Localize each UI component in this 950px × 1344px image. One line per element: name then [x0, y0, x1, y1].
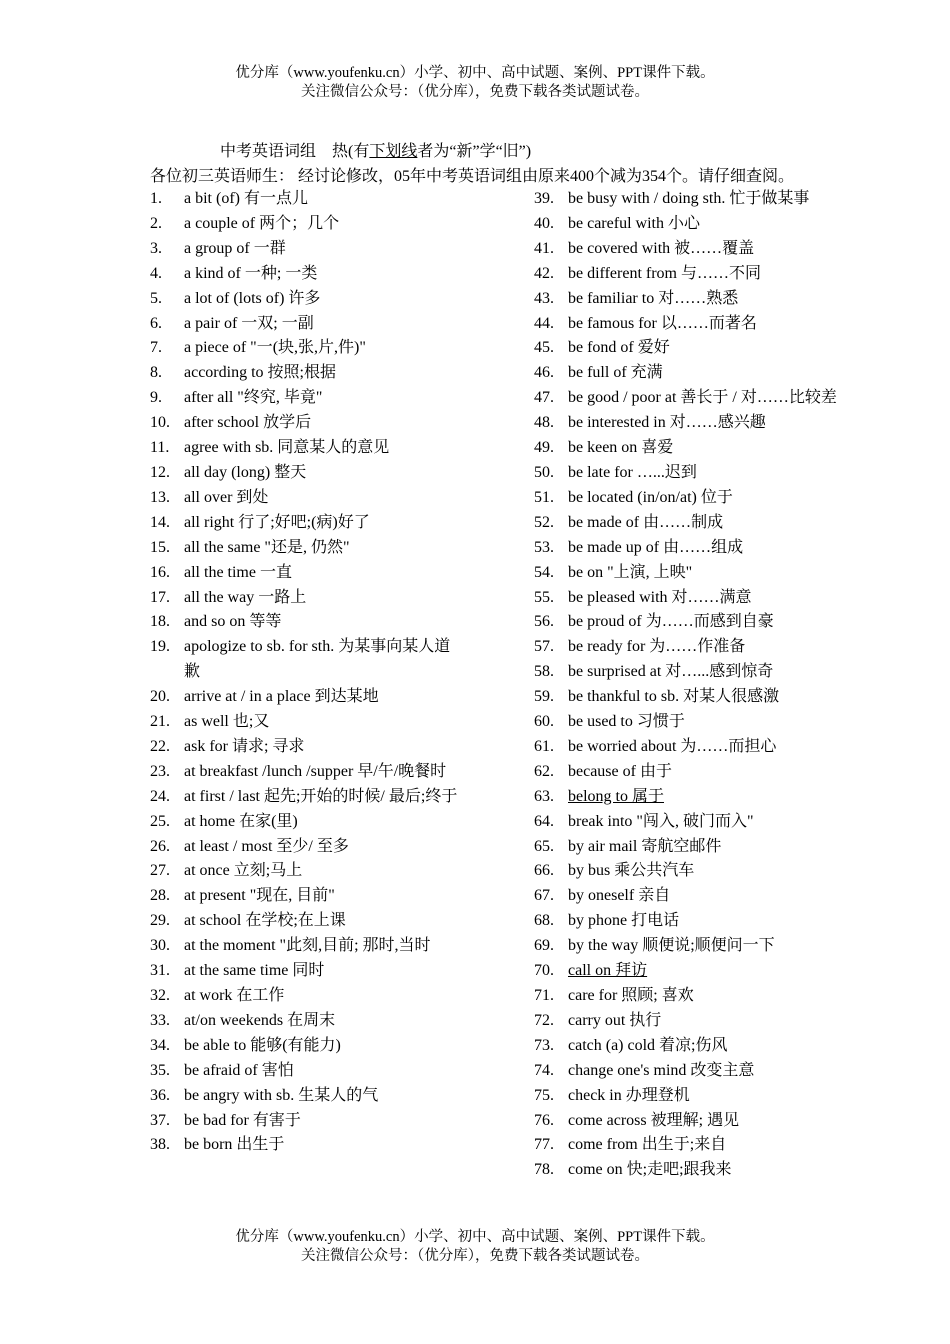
phrase-number: 58.	[534, 663, 554, 681]
phrase-text: a couple of 两个；几个	[184, 214, 340, 232]
phrase-entry	[150, 262, 460, 287]
phrase-text: belong to 属于	[568, 787, 664, 805]
phrase-text: be afraid of 害怕	[184, 1061, 294, 1079]
phrase-text: carry out 执行	[568, 1011, 662, 1029]
phrase-entry	[150, 1109, 460, 1134]
phrase-number: 74.	[534, 1061, 554, 1079]
phrase-text: be covered with 被……覆盖	[568, 239, 755, 257]
phrase-number: 64.	[534, 812, 554, 830]
phrase-number: 57.	[534, 638, 554, 656]
phrase-number: 51.	[534, 488, 554, 506]
phrase-number: 66.	[534, 862, 554, 880]
phrase-text: at/on weekends 在周末	[184, 1011, 336, 1029]
phrase-number: 59.	[534, 688, 554, 706]
phrase-number: 21.	[150, 713, 170, 731]
phrase-number: 40.	[534, 214, 554, 232]
phrase-number: 42.	[534, 264, 554, 282]
phrase-text: be familiar to 对……熟悉	[568, 289, 739, 307]
phrase-text: be worried about 为……而担心	[568, 737, 777, 755]
phrase-text: be born 出生于	[184, 1136, 285, 1154]
phrase-entry	[534, 511, 844, 536]
phrase-entry	[150, 212, 460, 237]
phrase-entry	[534, 237, 844, 262]
phrase-text: at school 在学校;在上课	[184, 912, 346, 930]
phrase-number: 10.	[150, 414, 170, 432]
phrase-entry	[150, 810, 460, 835]
phrase-entry	[534, 1009, 844, 1034]
phrase-text: be late for …...迟到	[568, 463, 697, 481]
phrase-number: 23.	[150, 762, 170, 780]
phrase-entry	[150, 884, 460, 909]
phrase-entry	[534, 660, 844, 685]
phrase-entry	[534, 187, 844, 212]
phrase-number: 11.	[150, 439, 170, 457]
phrase-text: at once 立刻;马上	[184, 862, 303, 880]
phrase-text: by phone 打电话	[568, 912, 680, 930]
phrase-number: 32.	[150, 987, 170, 1004]
phrase-entry	[534, 909, 844, 934]
phrase-entry	[534, 486, 844, 511]
phrase-entry	[534, 536, 844, 561]
phrase-number: 35.	[150, 1061, 170, 1079]
phrase-number: 12.	[150, 463, 170, 481]
phrase-text: come from 出生于;来自	[568, 1136, 727, 1154]
phrase-number: 5.	[150, 289, 162, 307]
phrase-text: ask for 请求; 寻求	[184, 737, 305, 755]
phrase-entry	[150, 586, 460, 611]
phrase-entry	[150, 984, 460, 1009]
document-title	[220, 138, 531, 161]
phrase-number: 28.	[150, 887, 170, 905]
footer-line-2: 关注微信公众号：（优分库），免费下载各类试题试卷。	[301, 1248, 649, 1264]
phrase-entry	[534, 859, 844, 884]
phrase-text: at the moment "此刻,目前; 那时,当时	[184, 937, 431, 955]
phrase-number: 47.	[534, 389, 554, 407]
phrase-text: a kind of 一种; 一类	[184, 264, 318, 282]
phrase-number: 2.	[150, 214, 162, 232]
phrase-text: be fond of 爱好	[568, 339, 670, 357]
phrase-entry	[534, 785, 844, 810]
phrase-number: 27.	[150, 862, 170, 880]
phrase-entry	[534, 760, 844, 785]
phrase-number: 73.	[534, 1036, 554, 1054]
phrase-entry	[150, 835, 460, 860]
phrase-entry	[534, 262, 844, 287]
phrase-entry	[534, 835, 844, 860]
phrase-text: by air mail 寄航空邮件	[568, 837, 722, 855]
phrase-entry	[534, 336, 844, 361]
phrase-text: at home 在家(里)	[184, 812, 298, 830]
phrase-entry	[150, 287, 460, 312]
phrase-number: 17.	[150, 588, 170, 606]
phrase-number: 69.	[534, 937, 554, 955]
phrase-entry	[150, 710, 460, 735]
phrase-number: 50.	[534, 463, 554, 481]
phrase-number: 8.	[150, 364, 162, 382]
phrase-entry	[150, 536, 460, 561]
phrase-entry	[150, 735, 460, 760]
phrase-entry	[534, 1109, 844, 1134]
phrase-text: be surprised at 对…...感到惊奇	[568, 663, 774, 681]
phrase-number: 38.	[150, 1136, 170, 1154]
phrase-number: 46.	[534, 364, 554, 382]
phrase-entry	[150, 610, 460, 635]
title-underlined-word: 下划线	[369, 143, 418, 160]
phrase-entry	[534, 810, 844, 835]
phrase-text: by the way 顺便说;顺便问一下	[568, 937, 775, 955]
phrase-number: 36.	[150, 1086, 170, 1104]
phrase-entry	[150, 934, 460, 959]
phrase-number: 14.	[150, 513, 170, 531]
phrase-entry	[150, 411, 460, 436]
phrase-entry	[534, 361, 844, 386]
phrase-text: be able to 能够(有能力)	[184, 1036, 341, 1054]
phrase-entry	[534, 959, 844, 984]
phrase-number: 24.	[150, 787, 170, 805]
phrase-entry	[534, 934, 844, 959]
phrase-text: by bus 乘公共汽车	[568, 862, 695, 880]
phrase-entry	[150, 760, 460, 785]
phrase-entry	[534, 635, 844, 660]
phrase-number: 60.	[534, 713, 554, 731]
phrase-number: 3.	[150, 239, 162, 257]
phrase-number: 6.	[150, 314, 162, 332]
phrase-entry	[150, 1084, 460, 1109]
phrase-entry	[150, 909, 460, 934]
phrase-entry	[150, 1009, 460, 1034]
phrase-number: 25.	[150, 812, 170, 830]
phrase-number: 72.	[534, 1011, 554, 1029]
phrase-number: 15.	[150, 538, 170, 556]
phrase-entry	[150, 436, 460, 461]
phrase-number: 48.	[534, 414, 554, 432]
title-main: 中考英语词组 热	[220, 143, 349, 160]
phrase-text: be made of 由……制成	[568, 513, 724, 531]
phrase-entry	[150, 561, 460, 586]
phrase-number: 56.	[534, 613, 554, 631]
phrase-number: 67.	[534, 887, 554, 905]
phrase-text: according to 按照;根据	[184, 364, 336, 382]
phrase-text: be on "上演, 上映"	[568, 563, 693, 581]
phrase-number: 44.	[534, 314, 554, 332]
phrase-number: 43.	[534, 289, 554, 307]
phrase-text: be interested in 对……感兴趣	[568, 414, 766, 432]
phrase-text: be used to 习惯于	[568, 713, 685, 731]
phrase-text: be different from 与……不同	[568, 264, 761, 282]
phrase-text: be famous for 以……而著名	[568, 314, 757, 332]
phrase-entry	[150, 1133, 460, 1158]
phrase-text: be thankful to sb. 对某人很感激	[568, 688, 780, 706]
phrase-entry	[150, 785, 460, 810]
phrase-number: 30.	[150, 937, 170, 955]
phrase-text: and so on 等等	[184, 613, 282, 631]
phrase-number: 34.	[150, 1036, 170, 1054]
phrase-number: 31.	[150, 962, 170, 980]
phrase-text: agree with sb. 同意某人的意见	[184, 439, 390, 457]
phrase-text: be careful with 小心	[568, 214, 700, 232]
phrase-text: a lot of (lots of) 许多	[184, 289, 321, 307]
phrase-entry	[150, 336, 460, 361]
phrase-text: be keen on 喜爱	[568, 439, 674, 457]
phrase-text: at least / most 至少/ 至多	[184, 837, 349, 855]
phrase-text: all day (long) 整天	[184, 463, 307, 481]
phrase-number: 62.	[534, 762, 554, 780]
phrase-number: 16.	[150, 563, 170, 581]
phrase-text: be bad for 有害于	[184, 1111, 301, 1129]
title-paren-rest: 者为“新”学“旧”)	[417, 143, 532, 160]
phrase-entry	[534, 710, 844, 735]
phrase-number: 37.	[150, 1111, 170, 1129]
phrase-entry	[150, 511, 460, 536]
phrase-text: catch (a) cold 着凉;伤风	[568, 1036, 728, 1054]
phrase-text: as well 也;又	[184, 713, 270, 731]
phrase-entry	[150, 187, 460, 212]
phrase-text: be located (in/on/at) 位于	[568, 488, 733, 506]
phrase-number: 70.	[534, 962, 554, 980]
phrase-entry	[534, 411, 844, 436]
phrase-number: 76.	[534, 1111, 554, 1129]
phrase-number: 75.	[534, 1086, 554, 1104]
phrase-text: check in 办理登机	[568, 1086, 690, 1104]
phrase-number: 26.	[150, 837, 170, 855]
phrase-number: 53.	[534, 538, 554, 556]
phrase-text: at the same time 同时	[184, 962, 325, 980]
phrase-text: come across 被理解; 遇见	[568, 1111, 740, 1129]
phrase-number: 41.	[534, 239, 554, 257]
header-line-2: 关注微信公众号：（优分库），免费下载各类试题试卷。	[301, 84, 649, 100]
phrase-text: all over 到处	[184, 488, 269, 506]
phrase-text: be made up of 由……组成	[568, 538, 744, 556]
page-header	[0, 64, 950, 102]
phrase-entry	[150, 237, 460, 262]
phrase-entry	[534, 1084, 844, 1109]
phrase-number: 29.	[150, 912, 170, 930]
phrase-number: 78.	[534, 1161, 554, 1179]
phrase-number: 49.	[534, 439, 554, 457]
phrase-text: break into "闯入, 破门而入"	[568, 812, 754, 830]
page-footer	[0, 1228, 950, 1266]
phrase-text: after school 放学后	[184, 414, 312, 432]
phrase-entry	[534, 586, 844, 611]
phrase-text: apologize to sb. for sth. 为某事向某人道歉	[184, 638, 451, 681]
phrase-text: a piece of "一(块,张,片,件)"	[184, 339, 366, 357]
phrase-entry	[534, 212, 844, 237]
phrase-number: 1.	[150, 190, 162, 207]
phrase-entry	[534, 984, 844, 1009]
phrase-text: be ready for 为……作准备	[568, 638, 746, 656]
phrase-entry	[150, 461, 460, 486]
phrase-text: at breakfast /lunch /supper 早/午/晚餐时	[184, 762, 447, 780]
phrase-number: 33.	[150, 1011, 170, 1029]
phrase-entry	[150, 361, 460, 386]
header-line-1: 优分库（www.youfenku.cn）小学、初中、高中试题、案例、PPT课件下载。	[235, 65, 715, 81]
phrase-entry	[534, 312, 844, 337]
phrase-number: 71.	[534, 987, 554, 1004]
phrase-entry	[534, 436, 844, 461]
phrase-entry	[150, 959, 460, 984]
phrase-entry	[150, 1059, 460, 1084]
phrase-number: 65.	[534, 837, 554, 855]
phrase-entry	[534, 610, 844, 635]
phrase-number: 68.	[534, 912, 554, 930]
phrase-text: a bit (of) 有一点儿	[184, 190, 308, 207]
phrase-list-right	[534, 187, 844, 1183]
phrase-entry	[150, 312, 460, 337]
phrase-entry	[534, 735, 844, 760]
phrase-text: by oneself 亲自	[568, 887, 671, 905]
phrase-entry	[534, 685, 844, 710]
phrase-number: 63.	[534, 787, 554, 805]
phrase-text: all the way 一路上	[184, 588, 307, 606]
phrase-entry	[534, 287, 844, 312]
phrase-entry	[534, 1034, 844, 1059]
phrase-text: be proud of 为……而感到自豪	[568, 613, 774, 631]
phrase-entry	[534, 386, 844, 411]
phrase-number: 20.	[150, 688, 170, 706]
phrase-number: 77.	[534, 1136, 554, 1154]
phrase-number: 45.	[534, 339, 554, 357]
phrase-text: all right 行了;好吧;(病)好了	[184, 513, 370, 531]
phrase-text: arrive at / in a place 到达某地	[184, 688, 379, 706]
phrase-number: 7.	[150, 339, 162, 357]
phrase-entry	[150, 1034, 460, 1059]
phrase-number: 9.	[150, 389, 162, 407]
phrase-number: 18.	[150, 613, 170, 631]
phrase-text: at work 在工作	[184, 987, 285, 1004]
phrase-text: all the time 一直	[184, 563, 292, 581]
phrase-text: a group of 一群	[184, 239, 286, 257]
phrase-entry	[534, 461, 844, 486]
phrase-list-left	[150, 187, 460, 1158]
phrase-text: be good / poor at 善长于 / 对……比较差	[568, 389, 837, 407]
footer-line-1: 优分库（www.youfenku.cn）小学、初中、高中试题、案例、PPT课件下载。	[235, 1229, 715, 1245]
phrase-text: be angry with sb. 生某人的气	[184, 1086, 379, 1104]
phrase-entry	[534, 1133, 844, 1158]
phrase-number: 22.	[150, 737, 170, 755]
phrase-entry	[534, 1158, 844, 1183]
phrase-text: come on 快;走吧;跟我来	[568, 1161, 732, 1179]
phrase-number: 54.	[534, 563, 554, 581]
phrase-text: change one's mind 改变主意	[568, 1061, 755, 1079]
phrase-text: a pair of 一双; 一副	[184, 314, 314, 332]
title-paren-open: (有	[348, 143, 370, 160]
phrase-text: call on 拜访	[568, 962, 648, 980]
phrase-entry	[534, 1059, 844, 1084]
phrase-text: be pleased with 对……满意	[568, 588, 752, 606]
phrase-entry	[150, 386, 460, 411]
phrase-number: 39.	[534, 190, 554, 207]
phrase-text: care for 照顾; 喜欢	[568, 987, 694, 1004]
phrase-text: after all "终究, 毕竟"	[184, 389, 323, 407]
phrase-number: 4.	[150, 264, 162, 282]
phrase-entry	[150, 859, 460, 884]
phrase-number: 13.	[150, 488, 170, 506]
phrase-text: be full of 充满	[568, 364, 663, 382]
phrase-text: at first / last 起先;开始的时候/ 最后;终于	[184, 787, 458, 805]
phrase-entry	[150, 635, 460, 685]
phrase-text: at present "现在, 目前"	[184, 887, 335, 905]
phrase-number: 55.	[534, 588, 554, 606]
phrase-entry	[150, 685, 460, 710]
phrase-number: 19.	[150, 638, 170, 656]
intro-paragraph: 各位初三英语师生： 经讨论修改，05年中考英语词组由原来400个减为354个。请仔细查阅。	[150, 168, 795, 185]
phrase-entry	[534, 884, 844, 909]
phrase-text: because of 由于	[568, 762, 672, 780]
phrase-number: 52.	[534, 513, 554, 531]
phrase-text: all the same "还是, 仍然"	[184, 538, 350, 556]
phrase-entry	[150, 486, 460, 511]
phrase-text: be busy with / doing sth. 忙于做某事	[568, 190, 810, 207]
phrase-number: 61.	[534, 737, 554, 755]
phrase-entry	[534, 561, 844, 586]
